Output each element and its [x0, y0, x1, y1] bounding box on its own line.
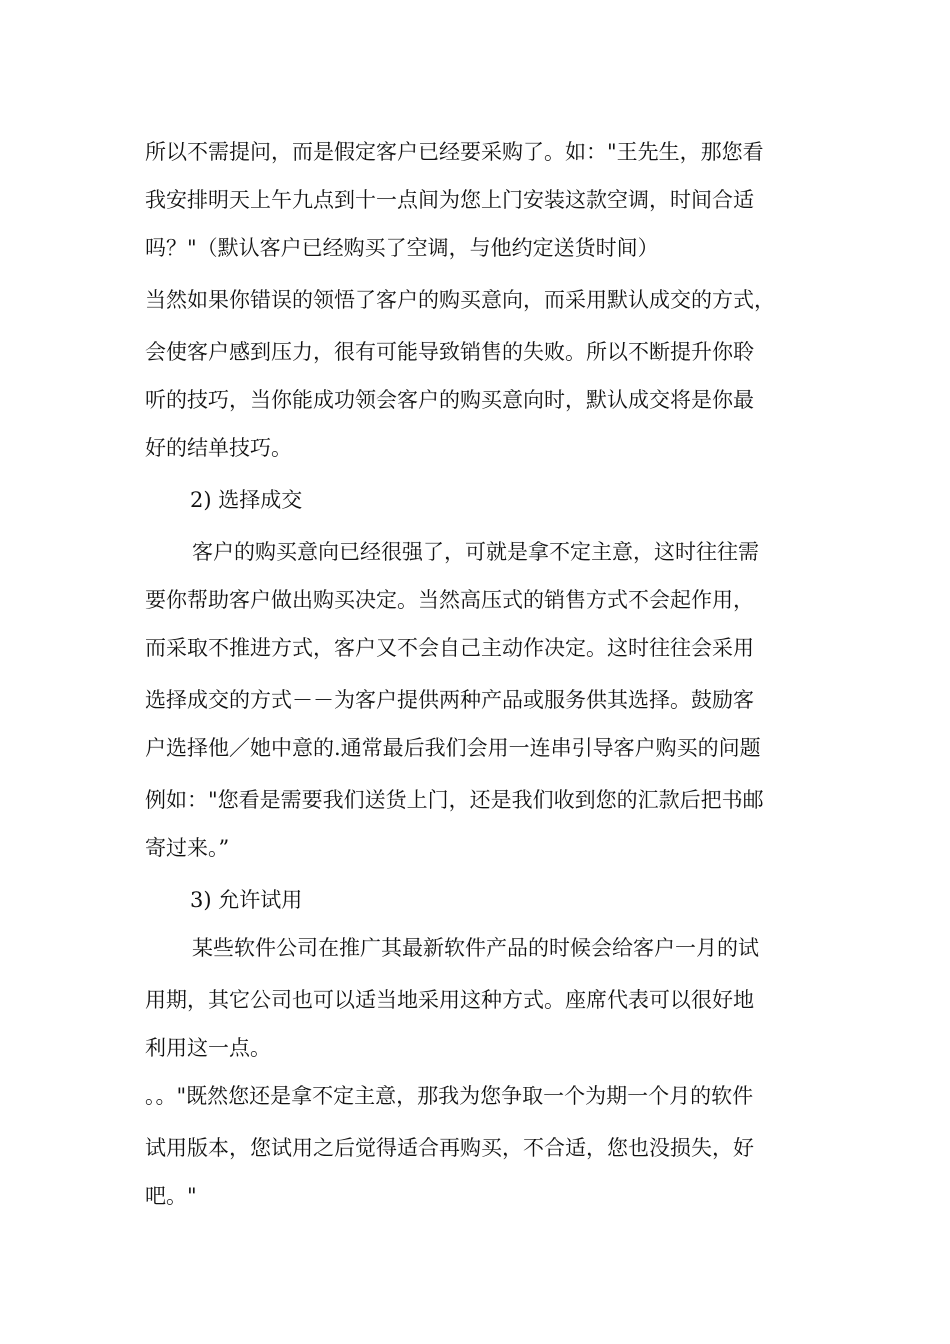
- text-line: 选择成交的方式－－为客户提供两种产品或服务供其选择。鼓励客: [145, 688, 754, 712]
- text-line: 试用版本，您试用之后觉得适合再购买，不合适，您也没损失，好: [145, 1136, 754, 1160]
- text-line: 户选择他／她中意的.通常最后我们会用一连串引导客户购买的问题: [145, 736, 761, 760]
- text-line: 要你帮助客户做出购买决定。当然高压式的销售方式不会起作用，: [145, 588, 754, 612]
- text-line: 听的技巧，当你能成功领会客户的购买意向时，默认成交将是你最: [145, 388, 754, 412]
- text-line: 好的结单技巧。: [145, 436, 292, 460]
- text-line: 吧。": [145, 1184, 197, 1208]
- text-line: 客户的购买意向已经很强了，可就是拿不定主意，这时往往需: [192, 540, 759, 564]
- text-line: 寄过来。”: [145, 836, 230, 860]
- text-line: 某些软件公司在推广其最新软件产品的时候会给客户一月的试: [192, 936, 759, 960]
- text-line: 会使客户感到压力，很有可能导致销售的失败。所以不断提升你聆: [145, 340, 754, 364]
- section-heading-choice-close: 2) 选择成交: [190, 488, 303, 512]
- text-line: 我安排明天上午九点到十一点间为您上门安装这款空调，时间合适: [145, 188, 754, 212]
- section-heading-trial: 3) 允许试用: [190, 888, 303, 912]
- text-line: 当然如果你错误的领悟了客户的购买意向，而采用默认成交的方式，: [145, 288, 775, 312]
- text-line: 。。"既然您还是拿不定主意，那我为您争取一个为期一个月的软件: [145, 1084, 754, 1108]
- text-line: 所以不需提问，而是假定客户已经要采购了。如："王先生，那您看: [145, 140, 764, 164]
- text-line: 而采取不推进方式，客户又不会自己主动作决定。这时往往会采用: [145, 636, 754, 660]
- text-line: 用期，其它公司也可以适当地采用这种方式。座席代表可以很好地: [145, 988, 754, 1012]
- text-line: 利用这一点。: [145, 1036, 271, 1060]
- text-line: 例如："您看是需要我们送货上门，还是我们收到您的汇款后把书邮: [145, 788, 764, 812]
- text-line: 吗？"（默认客户已经购买了空调，与他约定送货时间）: [145, 236, 659, 260]
